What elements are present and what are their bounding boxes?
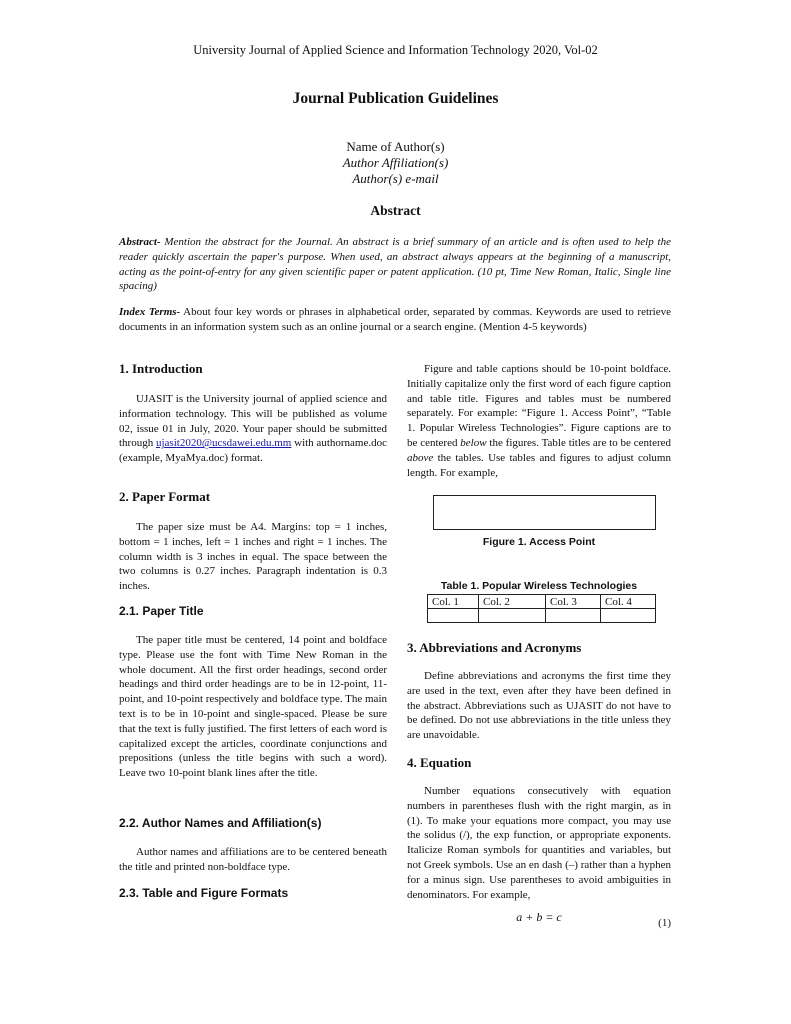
table-1 bbox=[427, 594, 656, 623]
index-terms-text: About four key words or phrases in alphabetical order, separated by commas. Keywords are used to retrieve documents in an information system such as an online journal or a search engine. (Mention 4-5 keywords) bbox=[119, 306, 671, 333]
section-heading-abbreviations: 3. Abbreviations and Acronyms bbox=[407, 640, 582, 655]
index-terms-paragraph bbox=[119, 305, 671, 335]
table-cell bbox=[428, 609, 479, 623]
table-cell bbox=[601, 609, 656, 623]
paper-format-paragraph: The paper size must be A4. Margins: top = 1 inches, bottom = 1 inches, left = 1 inches and right = 1 inches. The column width is 3 inches in equal. The space between the two columns is 0.27 inches. Paragraph indentation is 0.3 inches. bbox=[119, 521, 387, 593]
introduction-paragraph bbox=[119, 392, 387, 466]
table-cell bbox=[546, 609, 601, 623]
table-row bbox=[428, 609, 656, 623]
captions-text-mid: the figures. Table titles are to be centered bbox=[486, 436, 672, 449]
equation-formula: a + b = c bbox=[516, 910, 562, 924]
section-heading-introduction: 1. Introduction bbox=[119, 361, 203, 376]
table-header-cell: Col. 4 bbox=[601, 595, 656, 609]
section-heading-paper-format: 2. Paper Format bbox=[119, 489, 211, 504]
abstract-label: Abstract- bbox=[119, 236, 161, 248]
abstract-heading: Abstract bbox=[370, 203, 421, 218]
figure-1-caption: Figure 1. Access Point bbox=[482, 536, 596, 548]
captions-below-word: below bbox=[460, 436, 487, 449]
table-header-cell: Col. 2 bbox=[479, 595, 546, 609]
table-1-caption: Table 1. Popular Wireless Technologies bbox=[440, 580, 638, 592]
section-heading-paper-title: 2.1. Paper Title bbox=[119, 604, 204, 618]
table-header-cell: Col. 1 bbox=[428, 595, 479, 609]
submission-email-link[interactable]: ujasit2020@ucsdawei.edu.mm bbox=[155, 437, 292, 450]
table-cell bbox=[479, 609, 546, 623]
abstract-paragraph bbox=[119, 235, 671, 294]
paper-title: Journal Publication Guidelines bbox=[292, 90, 499, 107]
introduction-text: UJASIT is the University journal of applied science and information technology. This will be published as volume 02, issue 01 in July, 2020. Your paper should be submitted through bbox=[119, 393, 387, 450]
figure-1-box bbox=[433, 495, 656, 530]
introduction-text-end: with authorname.doc (example, MyaMya.doc) format. bbox=[119, 437, 387, 465]
section-heading-table-figure: 2.3. Table and Figure Formats bbox=[119, 886, 289, 900]
author-names-paragraph: Author names and affiliations are to be centered beneath the title and printed non-boldface type. bbox=[119, 846, 387, 873]
captions-paragraph bbox=[407, 362, 671, 480]
author-email: Author(s) e-mail bbox=[352, 171, 439, 186]
paper-title-paragraph: The paper title must be centered, 14 point and boldface type. Please use the font with Time New Roman in the whole document. All the first order headings, second order headings and third order headings are to be in 12-point, 11-point, and 10-point respectively and boldface type. The main text is to be in 10-point and single-spaced. Please be sure that the text is fully justified. The first letters of each word is capitalized except the articles, coordinate conjunctions and prepositions (unless the title begins with such a word). Leave two 10-point blank lines after the title. bbox=[119, 634, 387, 780]
author-name: Name of Author(s) bbox=[346, 139, 445, 154]
index-terms-label: Index Terms- bbox=[119, 306, 181, 318]
equation-number: (1) bbox=[658, 917, 671, 929]
author-affiliation: Author Affiliation(s) bbox=[342, 155, 449, 170]
abbreviations-paragraph: Define abbreviations and acronyms the first time they are used in the text, even after they have been defined in the abstract. Abbreviations such as UJASIT do not have to be defined. Do not use abbreviations in the title unless they are unavoidable. bbox=[407, 670, 671, 742]
abstract-text: Mention the abstract for the Journal. An abstract is a brief summary of an article and is often used to help the reader quickly ascertain the paper's purpose. When used, an abstract always appears at the beginning of a manuscript, acting as the point-of-entry for any given scientific paper or patent application. (10 pt, Time New Roman, Italic, Single line spacing) bbox=[119, 236, 671, 293]
captions-text-end: the tables. Use tables and figures to adjust column length. For example, bbox=[407, 451, 671, 479]
section-heading-equation: 4. Equation bbox=[407, 755, 472, 770]
table-header-row bbox=[428, 595, 656, 609]
section-heading-author-names: 2.2. Author Names and Affiliation(s) bbox=[119, 816, 322, 830]
captions-above-word: above bbox=[407, 451, 434, 464]
captions-text: Figure and table captions should be 10-point boldface. Initially capitalize only the first word of each figure caption and table title. Figures and tables must be numbered separately. For example: “Figure 1. Access Point”, “Table 1. Popular Wireless Technologies”. Figure captions are to be centered bbox=[407, 363, 671, 449]
table-header-cell: Col. 3 bbox=[546, 595, 601, 609]
running-header: University Journal of Applied Science and Information Technology 2020, Vol-02 bbox=[193, 43, 598, 57]
equation-paragraph: Number equations consecutively with equation numbers in parentheses flush with the right margin, as in (1). To make your equations more compact, you may use the solidus (/), the exp function, or appropriate exponents. Italicize Roman symbols for quantities and variables, but not Greek symbols. Use an en dash (–) rather than a hyphen for a minus sign. Use parentheses to avoid ambiguities in denominators. For example, bbox=[407, 785, 671, 901]
